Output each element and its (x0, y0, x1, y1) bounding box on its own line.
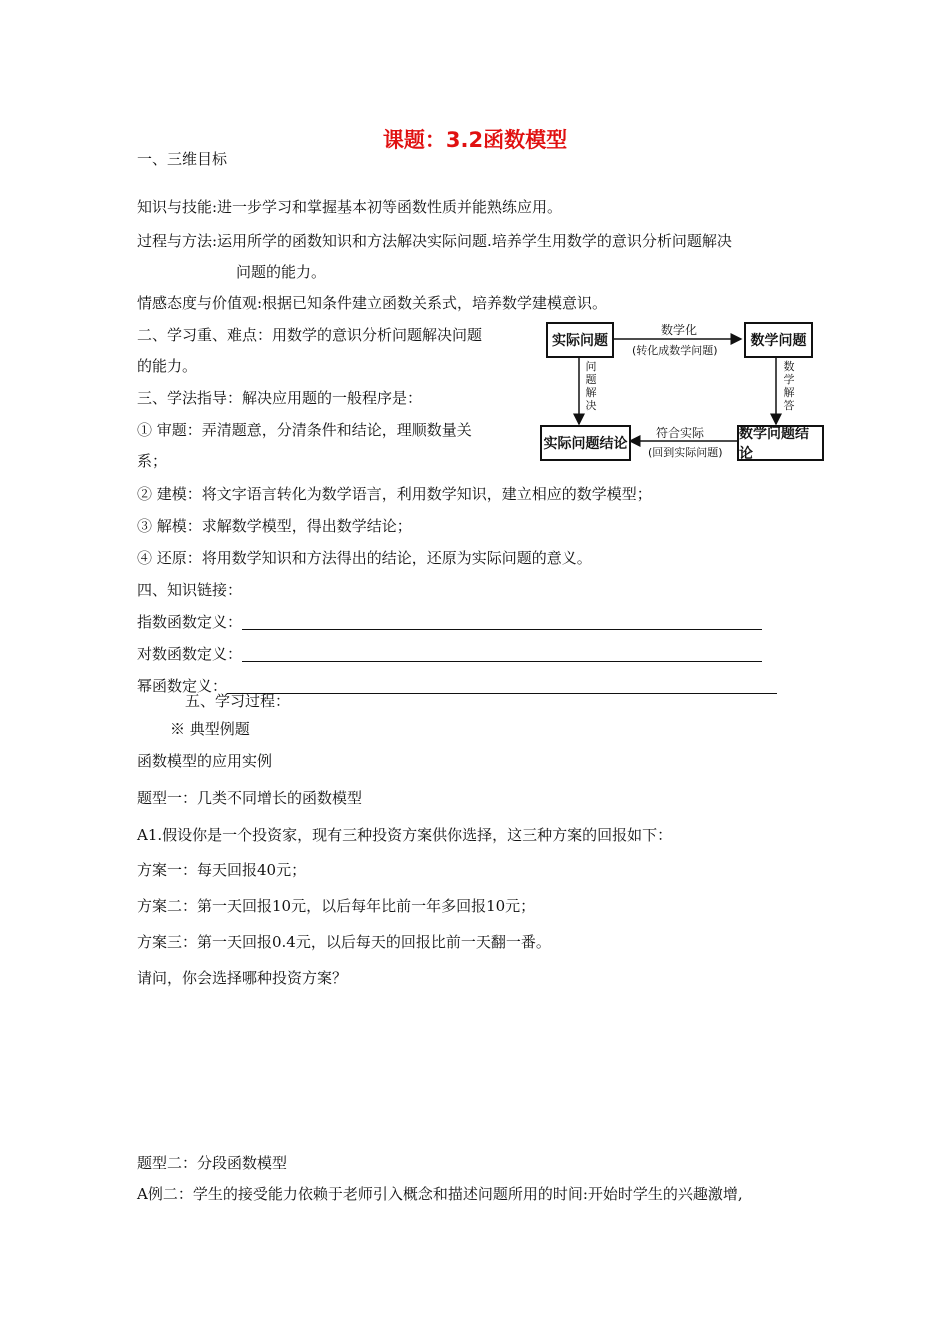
page-title: 课题：3.2函数模型 (382, 128, 568, 152)
box-real-problem: 实际问题 (546, 322, 614, 358)
process-heading: 五、学习过程： (185, 692, 291, 710)
key-points-line1: 二、学习重、难点：用数学的意识分析问题解决问题 (137, 326, 483, 344)
method-step3: ③ 解模：求解数学模型，得出数学结论； (137, 517, 412, 535)
method-step2: ② 建模：将文字语言转化为数学语言，利用数学知识，建立相应的数学模型； (137, 485, 652, 503)
label-math-answer: 数学解答 (783, 360, 795, 412)
plan-1: 方案一：每天回报40元； (137, 861, 307, 879)
box-math-conclusion: 数学问题结论 (737, 425, 824, 461)
type2-title: 题型二：分段函数模型 (137, 1154, 288, 1172)
def-exponential-label: 指数函数定义： (137, 613, 243, 631)
type1-title: 题型一：几类不同增长的函数模型 (137, 789, 363, 807)
def-logarithmic (137, 643, 762, 665)
example-a1: A1.假设你是一个投资家，现有三种投资方案供你选择，这三种方案的回报如下： (137, 826, 673, 844)
plan-2: 方案二：第一天回报10元，以后每年比前一年多回报10元； (137, 897, 536, 915)
method-step4: ④ 还原：将用数学知识和方法得出的结论，还原为实际问题的意义。 (137, 549, 592, 567)
box-real-conclusion: 实际问题结论 (540, 425, 631, 461)
label-mathematize-sub: (转化成数学问题) (632, 344, 718, 357)
def-power-label: 幂函数定义： (137, 677, 228, 695)
def-power-blank (227, 677, 777, 694)
label-fit-reality: 符合实际 (656, 426, 705, 440)
goal-emotion: 情感态度与价值观:根据已知条件建立函数关系式，培养数学建模意识。 (137, 294, 608, 312)
links-heading: 四、知识链接： (137, 581, 243, 599)
goal-process-line2: 问题的能力。 (236, 263, 327, 281)
key-points-line2: 的能力。 (137, 357, 198, 375)
def-logarithmic-blank (242, 645, 762, 662)
method-heading: 三、学法指导：解决应用题的一般程序是： (137, 389, 423, 407)
label-fit-reality-sub: (回到实际问题) (648, 446, 723, 459)
examples-heading: ※ 典型例题 (170, 720, 250, 738)
method-step1-line1: ① 审题：弄清题意，分清条件和结论，理顺数量关 (137, 421, 472, 439)
section-heading-goals: 一、三维目标 (137, 150, 228, 168)
box-math-problem: 数学问题 (744, 322, 813, 358)
question: 请问，你会选择哪种投资方案？ (137, 969, 348, 987)
def-exponential-blank (242, 613, 762, 630)
def-exponential (137, 611, 762, 633)
def-logarithmic-label: 对数函数定义： (137, 645, 243, 663)
plan-3: 方案三：第一天回报0.4元，以后每天的回报比前一天翻一番。 (137, 933, 551, 951)
label-solve-problem: 问题解决 (585, 360, 597, 412)
goal-knowledge: 知识与技能:进一步学习和掌握基本初等函数性质并能熟练应用。 (137, 198, 563, 216)
method-step1-line2: 系； (137, 452, 168, 470)
example-a2: A例二：学生的接受能力依赖于老师引入概念和描述问题所用的时间:开始时学生的兴趣激增, (137, 1185, 743, 1203)
goal-process-line1: 过程与方法:运用所学的函数知识和方法解决实际问题.培养学生用数学的意识分析问题解决 (137, 232, 732, 250)
application-title: 函数模型的应用实例 (137, 752, 273, 770)
label-mathematize: 数学化 (661, 323, 698, 337)
